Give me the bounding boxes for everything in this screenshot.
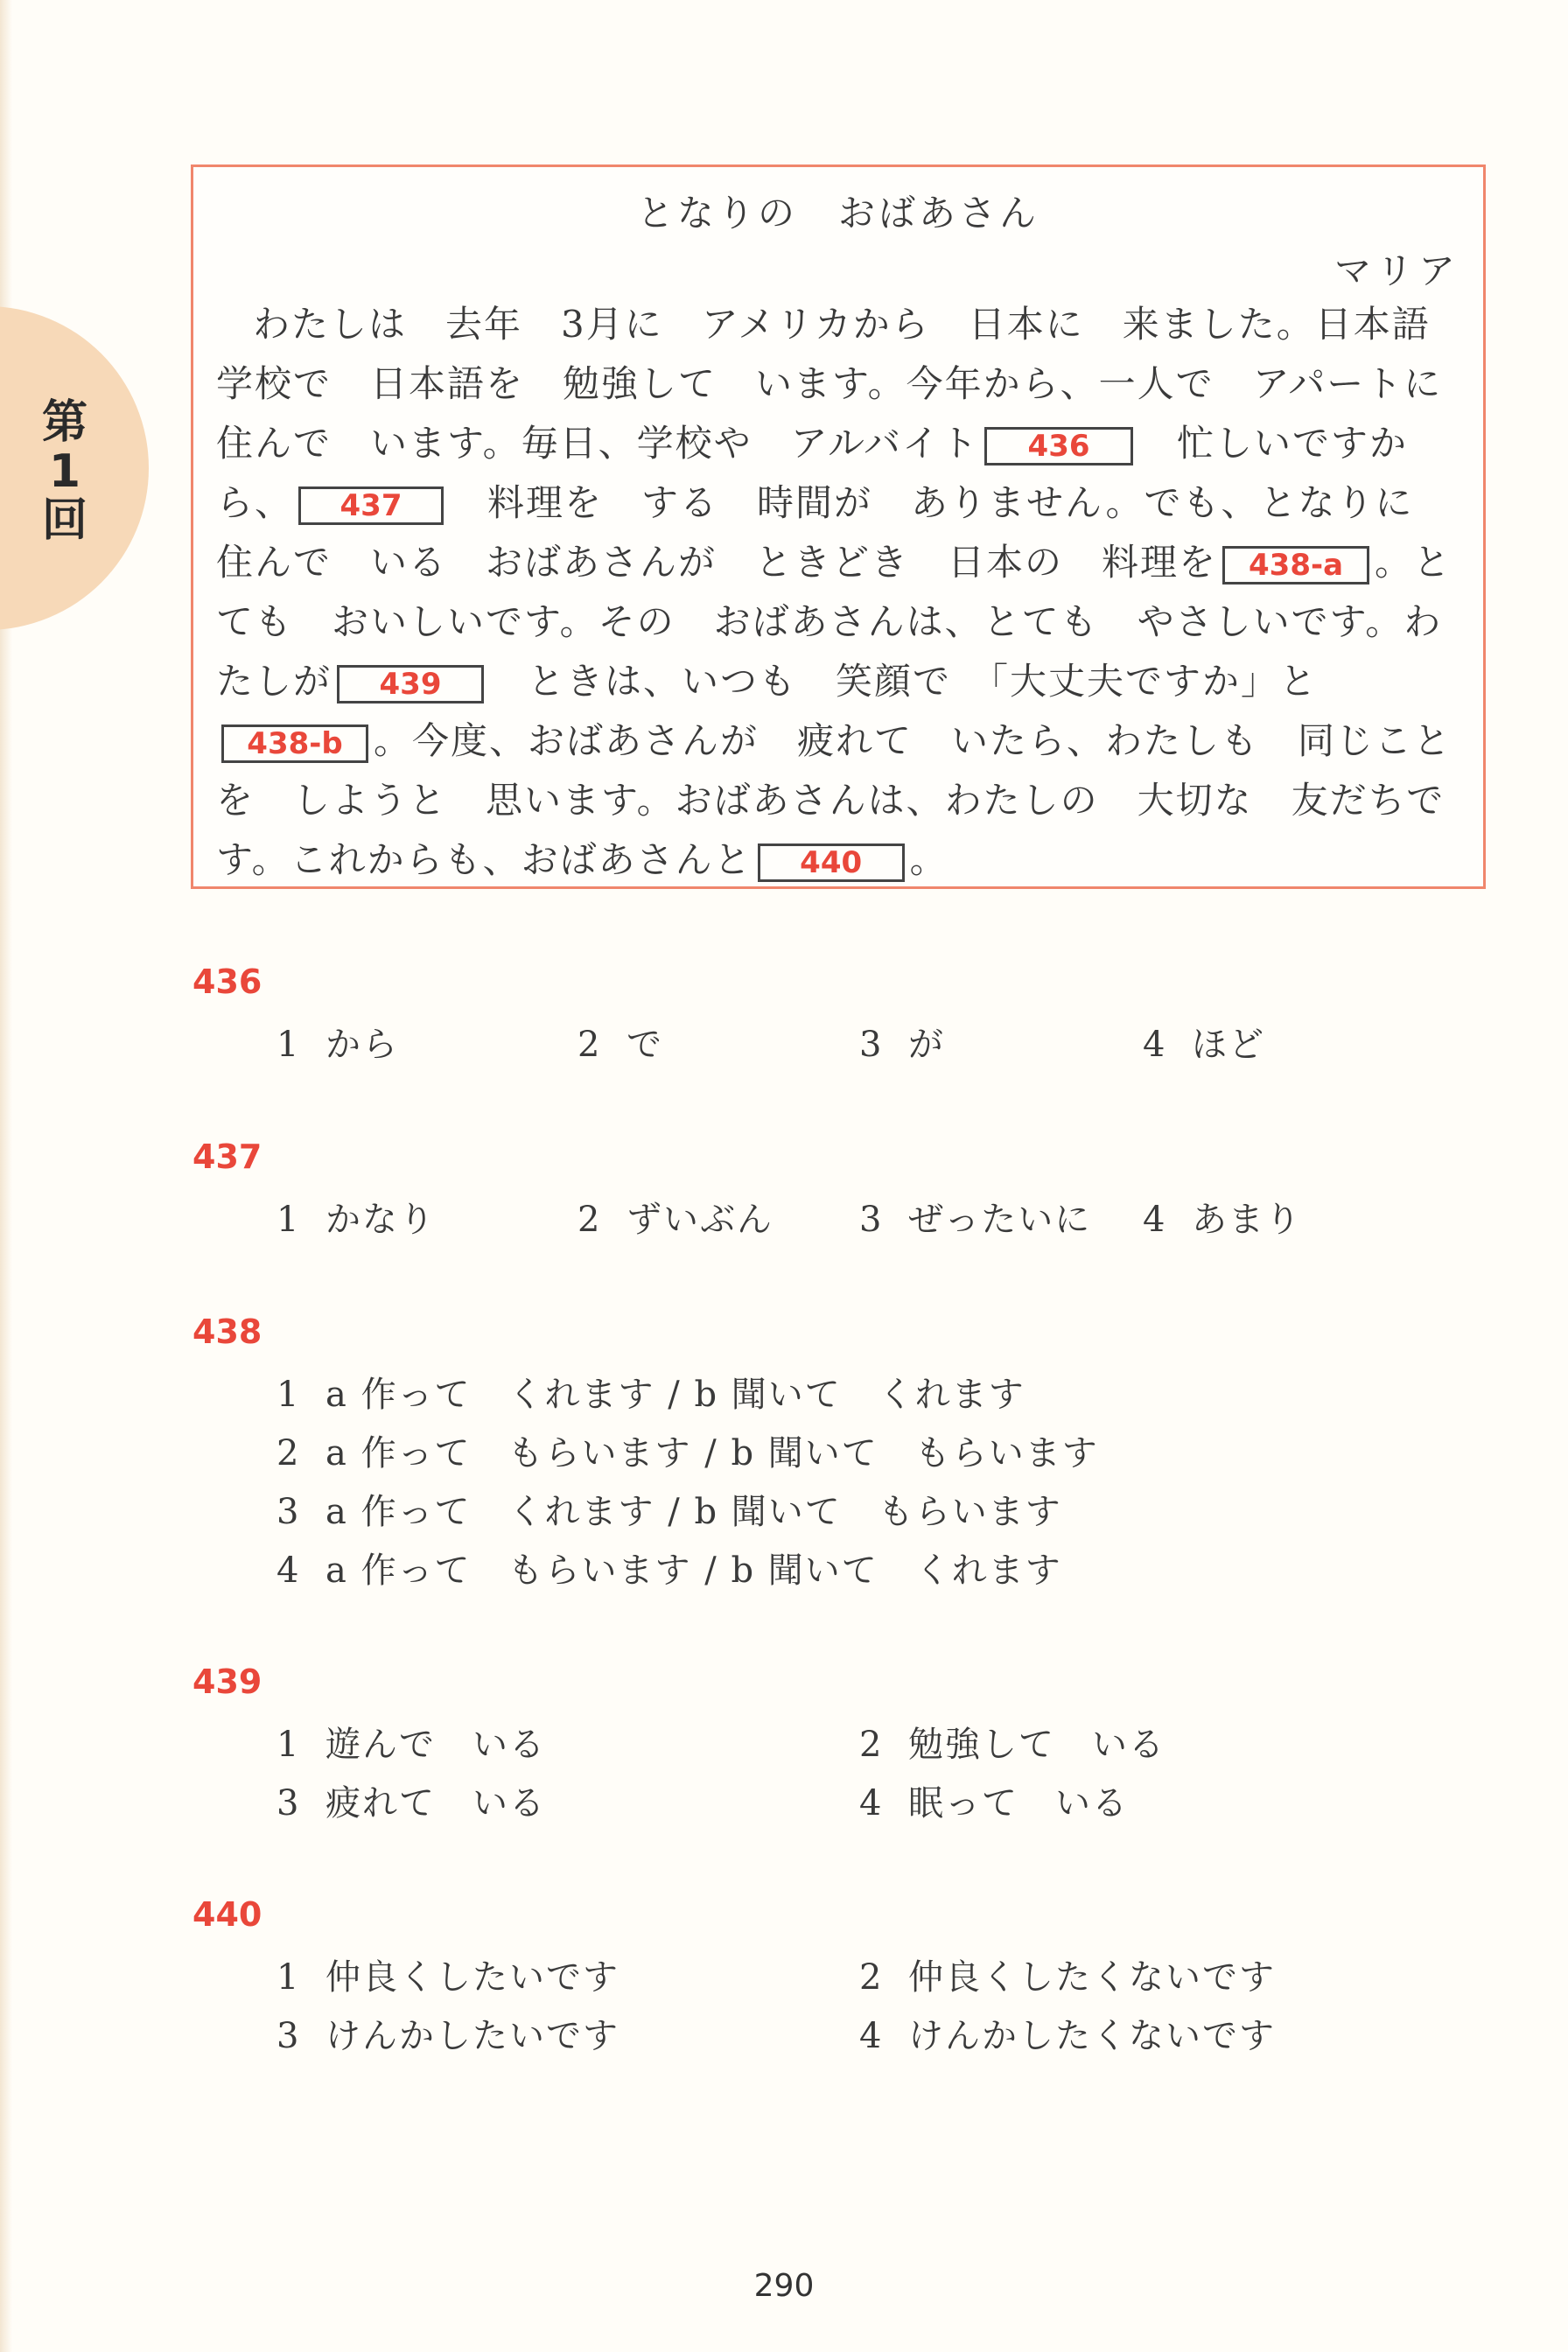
option-number: 1 — [276, 1375, 301, 1415]
option-437-4[interactable] — [1143, 1192, 1302, 1242]
chapter-tab-char: 回 — [41, 494, 88, 547]
option-number: 3 — [276, 2016, 301, 2056]
blank-438-a: 438-a — [1222, 546, 1369, 584]
option-text: 仲良くしたくないです — [908, 1957, 1276, 1998]
option-437-2[interactable] — [578, 1192, 774, 1242]
option-text: で — [626, 1025, 663, 1065]
option-text: から — [326, 1025, 399, 1065]
option-text: けんかしたくないです — [908, 2016, 1276, 2056]
option-text: ほど — [1192, 1025, 1265, 1065]
option-number: 1 — [276, 1957, 301, 1998]
option-440-4[interactable] — [859, 2008, 1276, 2058]
option-438-2[interactable] — [276, 1425, 1099, 1475]
option-440-3[interactable] — [276, 2008, 620, 2058]
option-text: 疲れて いる — [326, 1783, 546, 1824]
option-text: あまり — [1192, 1200, 1302, 1240]
option-number: 3 — [859, 1200, 884, 1240]
option-text: けんかしたいです — [326, 2016, 620, 2056]
option-number: 2 — [578, 1200, 602, 1240]
question-number-440: 440 — [192, 1895, 262, 1934]
blank-436: 436 — [984, 427, 1133, 466]
passage-text: ときは、いつも 笑顔で 「大丈夫ですか」と — [489, 660, 1319, 703]
option-438-1[interactable] — [276, 1367, 1026, 1417]
option-number: 4 — [1143, 1200, 1167, 1240]
option-number: 3 — [276, 1783, 301, 1824]
question-number-439: 439 — [192, 1662, 262, 1701]
option-number: 3 — [276, 1492, 301, 1532]
option-439-4[interactable] — [859, 1775, 1129, 1825]
option-text: が — [908, 1025, 945, 1065]
chapter-tab-char: 1 — [48, 445, 81, 498]
option-436-1[interactable] — [276, 1017, 399, 1067]
question-number-437: 437 — [192, 1138, 262, 1176]
passage-paragraph — [216, 295, 1481, 890]
passage-author: マリア — [1334, 249, 1460, 292]
passage-text: 。 — [909, 838, 948, 881]
passage-title: となりの おばあさん — [636, 192, 1040, 234]
option-text: a 作って もらいます / b 聞いて くれます — [326, 1550, 1062, 1591]
option-436-2[interactable] — [578, 1017, 663, 1067]
option-text: 眠って いる — [908, 1783, 1129, 1824]
passage-text: 料理を する 時間が ありません。でも、となりに 住んで いる おばあさんが ときどき 日本の 料理を — [216, 481, 1452, 584]
option-text: 勉強して いる — [908, 1725, 1166, 1765]
page-number: 290 — [753, 2268, 815, 2304]
question-number-436: 436 — [192, 962, 262, 1001]
option-number: 2 — [276, 1433, 301, 1474]
question-number-438: 438 — [192, 1312, 262, 1351]
passage-text: 忙しいですから、 — [216, 422, 1409, 524]
chapter-tab-char: 第 — [41, 396, 88, 449]
blank-439: 439 — [337, 665, 484, 704]
option-439-3[interactable] — [276, 1775, 546, 1825]
blank-438-b: 438-b — [221, 724, 368, 763]
option-number: 3 — [859, 1025, 884, 1065]
option-436-3[interactable] — [859, 1017, 945, 1067]
reading-passage — [191, 164, 1486, 889]
option-number: 1 — [276, 1025, 301, 1065]
option-437-1[interactable] — [276, 1192, 436, 1242]
option-436-4[interactable] — [1143, 1017, 1265, 1067]
chapter-tab-label — [38, 398, 91, 545]
passage-text: 。とても おいしいです。その おばあさんは、とても やさしいです。わたしが — [216, 541, 1452, 703]
option-text: a 作って くれます / b 聞いて くれます — [326, 1375, 1026, 1415]
option-text: 仲良くしたいです — [326, 1957, 620, 1998]
option-number: 4 — [276, 1550, 301, 1591]
option-437-3[interactable] — [859, 1192, 1091, 1242]
blank-440: 440 — [758, 844, 905, 882]
option-text: ずいぶん — [626, 1200, 774, 1240]
passage-text: わたしは 去年 3月に アメリカから 日本に 来ました。日本語学校で 日本語を 勉強して います。今年から、一人で アパートに 住んで います。毎日、学校や アルバイト — [216, 303, 1481, 465]
option-number: 4 — [859, 1783, 884, 1824]
option-439-2[interactable] — [859, 1717, 1166, 1767]
option-number: 1 — [276, 1725, 301, 1765]
blank-437: 437 — [298, 486, 444, 525]
option-438-3[interactable] — [276, 1484, 1062, 1534]
option-number: 4 — [1143, 1025, 1167, 1065]
option-number: 2 — [859, 1725, 884, 1765]
option-number: 1 — [276, 1200, 301, 1240]
option-text: 遊んで いる — [326, 1725, 546, 1765]
option-number: 2 — [859, 1957, 884, 1998]
option-text: a 作って くれます / b 聞いて もらいます — [326, 1492, 1062, 1532]
option-number: 2 — [578, 1025, 602, 1065]
option-440-2[interactable] — [859, 1950, 1276, 1999]
passage-text: 。今度、おばあさんが 疲れて いたら、わたしも 同じことを しようと 思います。おばあさんは、わたしの 大切な 友だちです。これからも、おばあさんと — [216, 719, 1452, 881]
option-text: かなり — [326, 1200, 436, 1240]
option-number: 4 — [859, 2016, 884, 2056]
option-440-1[interactable] — [276, 1950, 620, 1999]
option-text: a 作って もらいます / b 聞いて もらいます — [326, 1433, 1099, 1474]
option-438-4[interactable] — [276, 1543, 1062, 1592]
option-439-1[interactable] — [276, 1717, 546, 1767]
passage-body — [216, 295, 1481, 890]
option-text: ぜったいに — [908, 1200, 1092, 1240]
